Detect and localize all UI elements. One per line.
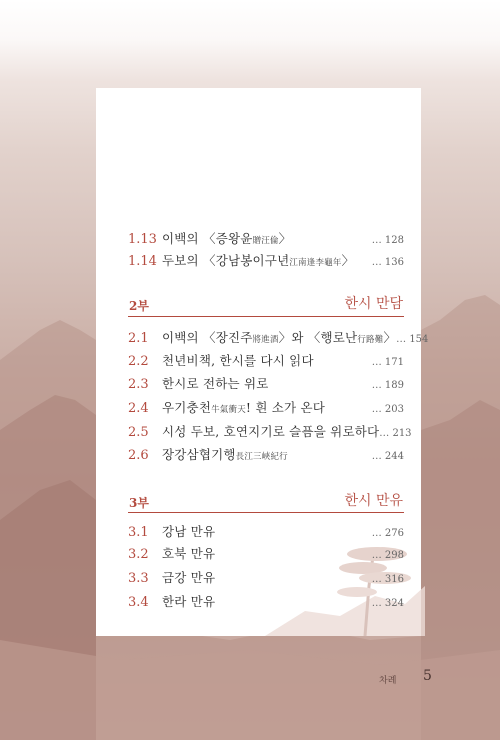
part-heading: 한시 만유 (344, 493, 403, 509)
part-heading: 한시 만담 (344, 296, 403, 312)
toc-entry[interactable] (128, 544, 404, 564)
entry-page: … 324 (371, 598, 404, 609)
toc-entry[interactable] (128, 328, 429, 348)
entry-title: 천년비책, 한시를 다시 읽다 (162, 353, 314, 368)
toc-entry[interactable] (128, 229, 404, 249)
entry-title: 이백의 〈장진주將進酒〉와 〈행로난行路難〉 (162, 330, 397, 345)
entry-hanja: 行路難 (357, 335, 384, 345)
toc-page (96, 88, 429, 636)
entry-title: 시성 두보, 호연지기로 슬픔을 위로하다 (162, 424, 380, 439)
part-divider (128, 512, 404, 513)
entry-page: … 136 (371, 257, 404, 268)
entry-title: 금강 만유 (162, 570, 216, 585)
entry-number: 2.4 (128, 401, 149, 416)
entry-number: 3.4 (128, 595, 149, 610)
entry-hanja: 長江三峽紀行 (235, 452, 288, 462)
toc-entry[interactable] (128, 398, 404, 418)
entry-number: 2.3 (128, 377, 149, 392)
toc-entry[interactable] (128, 351, 404, 371)
entry-page: … 213 (379, 428, 412, 439)
entry-number: 2.1 (128, 331, 149, 346)
entry-page: … 128 (371, 235, 404, 246)
entry-hanja: 將進酒 (252, 335, 279, 345)
footer-page-number: 5 (423, 668, 432, 684)
entry-page: … 316 (371, 574, 404, 585)
part-label: 2부 (129, 299, 149, 313)
entry-title: 두보의 〈강남봉이구년江南逢李龜年〉 (162, 253, 355, 268)
toc-entry[interactable] (128, 422, 412, 442)
entry-number: 3.1 (128, 525, 149, 540)
entry-hanja: 牛氣衝天 (211, 405, 246, 415)
toc-entry[interactable] (128, 445, 404, 465)
part-divider (128, 316, 404, 317)
entry-title: 호북 만유 (162, 546, 216, 561)
part-label: 3부 (129, 496, 149, 510)
entry-page: … 203 (371, 404, 404, 415)
toc-entry[interactable] (128, 374, 404, 394)
entry-title: 이백의 〈증왕윤贈汪倫〉 (162, 231, 292, 246)
entry-hanja: 贈汪倫 (252, 236, 279, 246)
entry-page: … 189 (371, 380, 404, 391)
entry-number: 3.2 (128, 547, 149, 562)
toc-entry[interactable] (128, 251, 404, 271)
entry-page: … 244 (371, 451, 404, 462)
toc-entry[interactable] (128, 522, 404, 542)
entry-page: … 298 (371, 550, 404, 561)
entry-number: 2.5 (128, 425, 149, 440)
entry-number: 1.13 (128, 232, 157, 247)
footer-label: 차례 (379, 676, 397, 686)
entry-number: 2.6 (128, 448, 149, 463)
toc-entry[interactable] (128, 568, 404, 588)
entry-number: 2.2 (128, 354, 149, 369)
entry-title: 한시로 전하는 위로 (162, 376, 269, 391)
entry-page: … 171 (371, 357, 404, 368)
entry-number: 3.3 (128, 571, 149, 586)
entry-title: 한라 만유 (162, 594, 216, 609)
entry-hanja: 江南逢李龜年 (289, 258, 342, 268)
toc-entry[interactable] (128, 592, 404, 612)
entry-title: 장강삼협기행長江三峽紀行 (162, 447, 288, 462)
entry-page: … 154 (396, 334, 429, 345)
entry-title: 강남 만유 (162, 524, 216, 539)
entry-number: 1.14 (128, 254, 157, 269)
entry-page: … 276 (371, 528, 404, 539)
entry-title: 우기충천牛氣衝天! 흰 소가 온다 (162, 400, 326, 415)
